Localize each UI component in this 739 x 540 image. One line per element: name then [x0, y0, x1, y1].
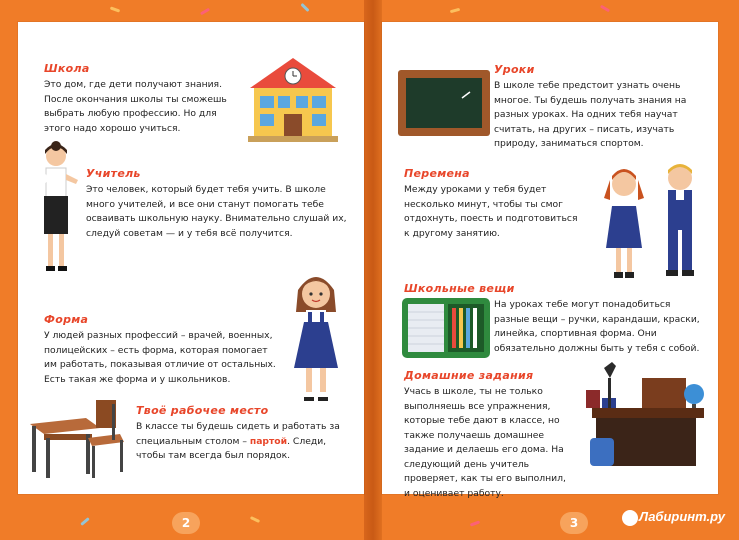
workplace-text-before: В классе ты будешь сидеть и работать за специальным столом –	[136, 421, 340, 447]
confetti-decoration	[80, 517, 90, 526]
workplace-title: Твоё рабочее место	[136, 404, 269, 417]
labirint-logo-icon	[622, 510, 638, 526]
workplace-text	[136, 420, 350, 464]
labirint-watermark	[622, 509, 725, 526]
teacher-title: Учитель	[86, 167, 141, 180]
confetti-decoration	[600, 5, 610, 13]
confetti-decoration	[450, 8, 460, 13]
book-spine	[364, 0, 382, 540]
page-number-left: 2	[172, 512, 200, 534]
uniform-title: Форма	[44, 313, 89, 326]
pencil-case-icon	[402, 298, 490, 358]
break-text: Между уроками у тебя будет несколько минут, чтобы ты смог отдохнуть, поесть и подготовиться к другому занятию.	[404, 184, 578, 239]
school-things-text: На уроках тебе могут понадобиться разные вещи – ручки, карандаши, краски, линейка, спортивная форма. Они обязательно должны быть у тебя с собой.	[494, 299, 700, 354]
confetti-decoration	[110, 6, 120, 12]
homework-title: Домашние задания	[404, 369, 534, 382]
confetti-decoration	[200, 8, 210, 16]
schoolgirl-uniform-illustration	[284, 268, 348, 404]
chalkboard-icon	[398, 70, 490, 136]
workplace-text-after: . Следи, чтобы там всегда был порядок.	[136, 435, 327, 461]
lessons-title: Уроки	[494, 63, 535, 76]
schoolchildren-illustration	[594, 158, 716, 288]
confetti-decoration	[250, 516, 260, 523]
watermark-text: Лабиринт.ру	[639, 509, 725, 525]
right-page	[382, 22, 718, 499]
teacher-text: Это человек, который будет тебя учить. В школе много учителей, и все они станут помогать тебе осваивать школьную науку. Внимательно слушай их, следуй советам — и у тебя всё получится.	[86, 184, 347, 239]
left-page	[18, 22, 364, 494]
school-text: Это дом, где дети получают знания. После окончания школы ты сможешь выбрать любую профессию. Но для этого надо хорошо учиться.	[44, 79, 227, 134]
break-title: Перемена	[404, 167, 470, 180]
homework-text: Учась в школе, ты не только выполняешь все упражнения, которые тебе дают в классе, но также получаешь домашнее задание и делаешь его дома. На следующий день учитель проверяет, как ты его выполнил, и оценивает работу.	[404, 386, 566, 499]
school-title: Школа	[44, 62, 90, 75]
confetti-decoration	[470, 520, 480, 526]
lessons-text: В школе тебе предстоит узнать очень многое. Ты будешь получать знания на разных уроках. На одних тебя научат считать, на других – писать, изучать природу, заниматься спортом.	[494, 80, 687, 149]
homework-desk-illustration	[582, 360, 712, 476]
page-number-right: 3	[560, 512, 588, 534]
desk-and-chair-illustration	[26, 394, 130, 484]
uniform-text: У людей разных профессий – врачей, военных, полицейских – есть форма, которая помогает им работать, показывая отличие от остальных. Есть такая же форма и у школьников.	[44, 330, 276, 385]
teacher-illustration	[32, 140, 84, 276]
school-building-icon	[246, 54, 340, 144]
confetti-decoration	[300, 3, 309, 12]
workplace-highlight-word: партой	[249, 435, 288, 447]
school-things-title: Школьные вещи	[404, 282, 515, 295]
